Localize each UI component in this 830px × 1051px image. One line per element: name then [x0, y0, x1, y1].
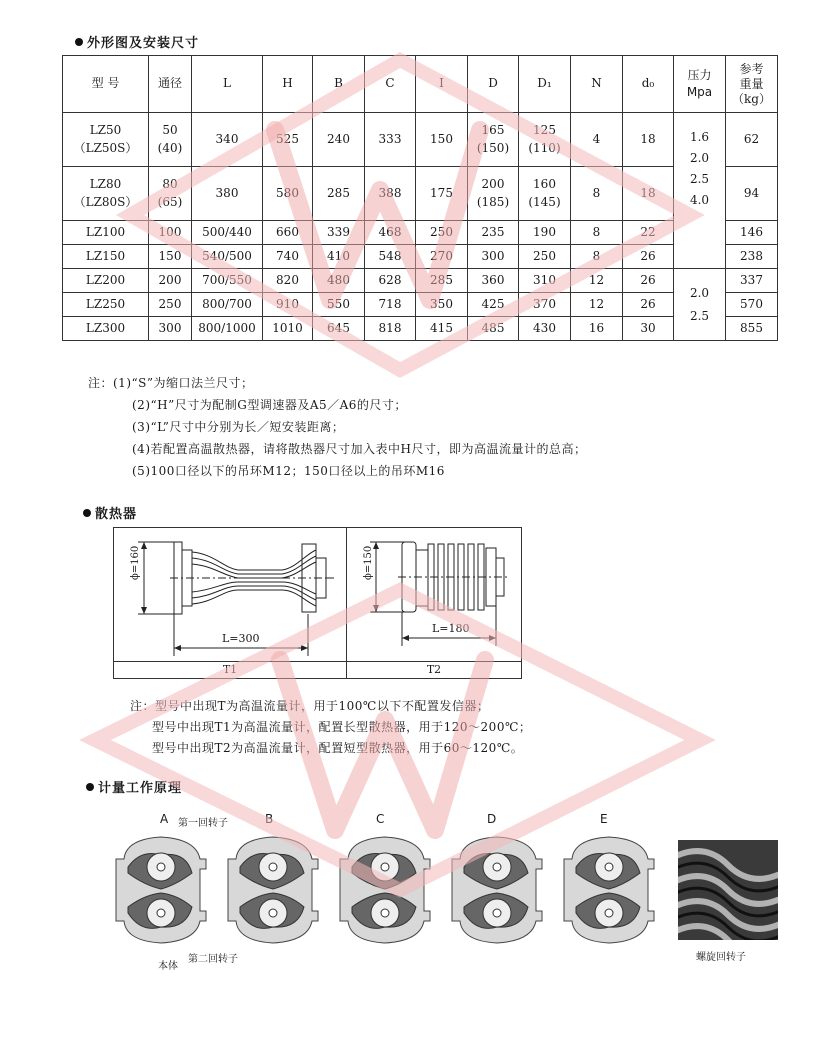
stage-letter-c: C	[376, 812, 385, 826]
table-cell: 425	[468, 293, 519, 317]
table-row	[63, 293, 778, 317]
table-cell: 410	[313, 245, 365, 269]
heatsink-diagram	[113, 527, 522, 679]
table-cell: 339	[313, 221, 365, 245]
section-title-principle	[86, 777, 182, 796]
table-cell: 80 (65)	[149, 167, 192, 221]
header-cell: I	[416, 56, 468, 113]
table-cell: 250	[519, 245, 571, 269]
t2-phi-label: ϕ=150	[363, 545, 374, 580]
t2-label: T2	[426, 663, 442, 676]
stage-letter-e: E	[600, 812, 608, 826]
helical-rotor-image	[678, 840, 778, 940]
table-cell: 525	[263, 113, 313, 167]
section-title-text: 外形图及安装尺寸	[87, 36, 200, 51]
table-cell: 500/440	[192, 221, 263, 245]
table-cell: 165 (150)	[468, 113, 519, 167]
table-cell: 718	[365, 293, 416, 317]
note-line: (2)“H”尺寸为配制G型调速器及A5／A6的尺寸；	[132, 398, 407, 412]
header-cell: H	[263, 56, 313, 113]
stage-d	[452, 837, 542, 943]
table-cell: 580	[263, 167, 313, 221]
stage-letter-a: A	[160, 812, 169, 826]
table-cell: 18	[623, 113, 674, 167]
spec-table	[62, 55, 778, 341]
note-line: (5)100口径以下的吊环M12；150口径以上的吊环M16	[132, 464, 445, 478]
table-cell: 26	[623, 269, 674, 293]
table-cell: LZ50 （LZ50S）	[63, 113, 149, 167]
t2-length-label: L=180	[432, 622, 470, 635]
header-cell: 通径	[149, 56, 192, 113]
table-cell: LZ150	[63, 245, 149, 269]
table-cell: 388	[365, 167, 416, 221]
table-cell: LZ80 （LZ80S）	[63, 167, 149, 221]
table-cell: LZ300	[63, 317, 149, 341]
stage-b	[228, 837, 318, 943]
note-line: (3)“L”尺寸中分别为长／短安装距离；	[132, 420, 345, 434]
t1-label: T1	[222, 663, 238, 676]
table-cell: 645	[313, 317, 365, 341]
table-notes	[88, 372, 586, 482]
bullet-icon	[86, 783, 94, 791]
table-cell: 200	[149, 269, 192, 293]
table-cell: 94	[726, 167, 778, 221]
stage-letter-d: D	[487, 812, 497, 826]
table-cell: 175	[416, 167, 468, 221]
table-cell: 18	[623, 167, 674, 221]
table-cell: 12	[571, 293, 623, 317]
heatsink-notes	[130, 696, 531, 759]
stage-a	[116, 837, 206, 943]
note-line: 注：型号中出现T为高温流量计，用于100℃以下不配置发信器；	[130, 699, 490, 713]
table-cell: 337	[726, 269, 778, 293]
table-cell: 1010	[263, 317, 313, 341]
note-line: 注：(1)“S”为缩口法兰尺寸；	[88, 376, 254, 390]
table-cell: 570	[726, 293, 778, 317]
bullet-icon	[83, 509, 91, 517]
table-cell: 8	[571, 221, 623, 245]
table-cell: 26	[623, 245, 674, 269]
label-rotor-1: 第一回转子	[178, 818, 228, 829]
table-cell: 370	[519, 293, 571, 317]
table-row	[63, 269, 778, 293]
table-cell: LZ100	[63, 221, 149, 245]
table-cell: 62	[726, 113, 778, 167]
table-cell: 820	[263, 269, 313, 293]
table-cell: 485	[468, 317, 519, 341]
header-cell: d₀	[623, 56, 674, 113]
table-cell: 285	[416, 269, 468, 293]
table-cell: 235	[468, 221, 519, 245]
label-body: 本体	[158, 961, 178, 972]
header-cell: D	[468, 56, 519, 113]
header-cell: L	[192, 56, 263, 113]
table-cell: 150	[416, 113, 468, 167]
section-title-dimensions	[75, 32, 199, 51]
table-cell: 548	[365, 245, 416, 269]
table-cell: 16	[571, 317, 623, 341]
table-cell: 300	[468, 245, 519, 269]
table-cell: LZ250	[63, 293, 149, 317]
table-cell: 190	[519, 221, 571, 245]
table-cell: 360	[468, 269, 519, 293]
table-cell: 300	[149, 317, 192, 341]
table-cell: 22	[623, 221, 674, 245]
divider	[114, 661, 521, 662]
bullet-icon	[75, 38, 83, 46]
table-cell: 285	[313, 167, 365, 221]
table-cell: 910	[263, 293, 313, 317]
table-cell: 150	[149, 245, 192, 269]
table-cell: 8	[571, 245, 623, 269]
table-cell: 415	[416, 317, 468, 341]
table-cell: 310	[519, 269, 571, 293]
header-cell: N	[571, 56, 623, 113]
table-cell: 700/550	[192, 269, 263, 293]
header-cell: C	[365, 56, 416, 113]
table-header-row	[63, 56, 778, 113]
header-cell: D₁	[519, 56, 571, 113]
rotor-stages-drawing	[110, 825, 690, 955]
table-cell: 628	[365, 269, 416, 293]
table-cell: 540/500	[192, 245, 263, 269]
section-title-text: 散热器	[95, 507, 138, 522]
table-cell: 350	[416, 293, 468, 317]
pressure-cell-group-1: 1.6 2.0 2.5 4.0	[674, 113, 726, 269]
table-cell: 250	[149, 293, 192, 317]
t1-length-label: L=300	[222, 632, 260, 645]
table-cell: 800/700	[192, 293, 263, 317]
table-cell: 550	[313, 293, 365, 317]
table-cell: 740	[263, 245, 313, 269]
table-cell: 8	[571, 167, 623, 221]
table-cell: 12	[571, 269, 623, 293]
pressure-cell-group-2: 2.0 2.5	[674, 269, 726, 341]
table-cell: 380	[192, 167, 263, 221]
table-row	[63, 113, 778, 167]
table-cell: 30	[623, 317, 674, 341]
label-helical-rotor: 螺旋回转子	[696, 952, 746, 963]
table-cell: 855	[726, 317, 778, 341]
table-cell: 240	[313, 113, 365, 167]
table-cell: 100	[149, 221, 192, 245]
note-line: 型号中出现T1为高温流量计，配置长型散热器，用于120～200℃；	[152, 720, 532, 734]
label-rotor-2: 第二回转子	[188, 954, 238, 965]
note-line: 型号中出现T2为高温流量计，配置短型散热器，用于60～120℃。	[152, 741, 524, 755]
header-cell: B	[313, 56, 365, 113]
table-cell: 468	[365, 221, 416, 245]
table-cell: 26	[623, 293, 674, 317]
table-cell: 50 (40)	[149, 113, 192, 167]
section-title-heatsink	[83, 503, 137, 522]
header-cell: 型 号	[63, 56, 149, 113]
table-cell: LZ200	[63, 269, 149, 293]
t1-phi-label: ϕ=160	[130, 545, 141, 580]
table-cell: 660	[263, 221, 313, 245]
table-row	[63, 317, 778, 341]
table-row	[63, 221, 778, 245]
section-title-text: 计量工作原理	[98, 781, 183, 796]
table-cell: 333	[365, 113, 416, 167]
table-cell: 270	[416, 245, 468, 269]
header-cell: 压力 Mpa	[674, 56, 726, 113]
table-cell: 160 (145)	[519, 167, 571, 221]
table-cell: 250	[416, 221, 468, 245]
table-cell: 200 (185)	[468, 167, 519, 221]
stage-letter-b: B	[265, 812, 274, 826]
stage-c	[340, 837, 430, 943]
table-row	[63, 245, 778, 269]
table-cell: 480	[313, 269, 365, 293]
table-cell: 818	[365, 317, 416, 341]
table-cell: 125 (110)	[519, 113, 571, 167]
table-cell: 238	[726, 245, 778, 269]
table-row	[63, 167, 778, 221]
header-cell: 参考 重量 （kg）	[726, 56, 778, 113]
stage-e	[564, 837, 654, 943]
table-cell: 340	[192, 113, 263, 167]
note-line: (4)若配置高温散热器，请将散热器尺寸加入表中H尺寸，即为高温流量计的总高；	[132, 442, 587, 456]
table-cell: 800/1000	[192, 317, 263, 341]
table-cell: 430	[519, 317, 571, 341]
table-cell: 4	[571, 113, 623, 167]
table-cell: 146	[726, 221, 778, 245]
